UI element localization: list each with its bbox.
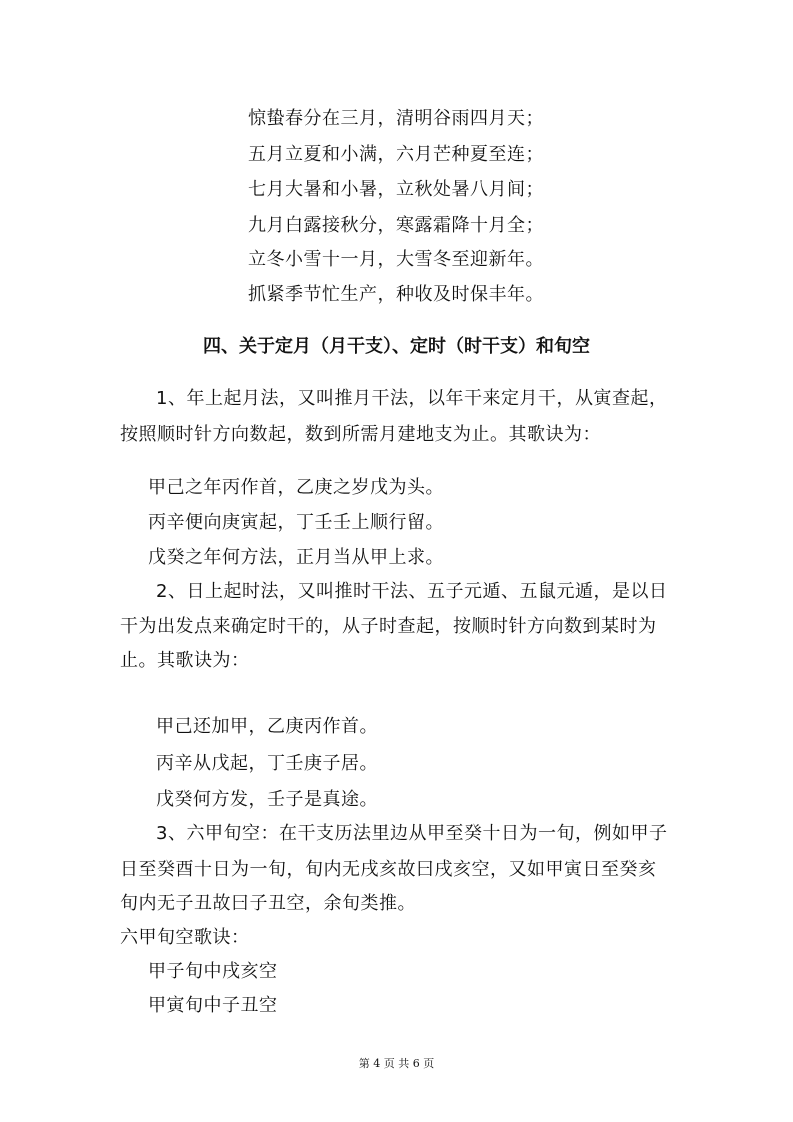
poem-line: 惊蛰春分在三月，清明谷雨四月天；: [248, 108, 544, 129]
poem-line: 立冬小雪十一月，大雪冬至迎新年。: [248, 249, 544, 270]
verse-line: 甲己还加甲，乙庚丙作首。: [156, 716, 378, 737]
paragraph-line: 止。其歌诀为：: [120, 650, 250, 671]
verse-line: 甲子旬中戌亥空: [148, 961, 278, 982]
verse-line: 丙辛从戊起，丁壬庚子居。: [156, 753, 378, 774]
poem-line: 九月白露接秋分，寒露霜降十月全；: [248, 215, 544, 236]
verse-line: 甲己之年丙作首，乙庚之岁戊为头。: [148, 477, 444, 498]
verse-line: 戊癸何方发，壬子是真途。: [156, 789, 378, 810]
poem-line: 七月大暑和小暑，立秋处暑八月间；: [248, 179, 544, 200]
verse-line: 戊癸之年何方法，正月当从甲上求。: [148, 547, 444, 568]
page-footer: 第 4 页 共 6 页: [358, 1057, 435, 1070]
poem-line: 五月立夏和小满，六月芒种夏至连；: [248, 144, 544, 165]
verse-line: 丙辛便向庚寅起，丁壬壬上顺行留。: [148, 512, 444, 533]
paragraph-line: 3、六甲旬空：在干支历法里边从甲至癸十日为一旬，例如甲子: [156, 823, 668, 844]
paragraph-line: 1、年上起月法，又叫推月干法，以年干来定月干，从寅查起，: [156, 388, 668, 409]
section-heading: 四、关于定月（月干支）、定时（时干支）和旬空: [203, 336, 590, 357]
paragraph-line: 干为出发点来确定时干的，从子时查起，按顺时针方向数到某时为: [120, 616, 657, 637]
paragraph-line: 按照顺时针方向数起，数到所需月建地支为止。其歌诀为：: [120, 424, 601, 445]
paragraph-line: 旬内无子丑故曰子丑空，余旬类推。: [120, 893, 416, 914]
paragraph-line: 2、日上起时法，又叫推时干法、五子元遁、五鼠元遁，是以日: [156, 581, 668, 602]
verse-line: 甲寅旬中子丑空: [148, 995, 278, 1016]
paragraph-line: 日至癸酉十日为一旬，旬内无戌亥故曰戌亥空，又如甲寅日至癸亥: [120, 859, 657, 880]
poem-line: 抓紧季节忙生产，种收及时保丰年。: [248, 284, 544, 305]
verse-title: 六甲旬空歌诀：: [120, 927, 250, 948]
